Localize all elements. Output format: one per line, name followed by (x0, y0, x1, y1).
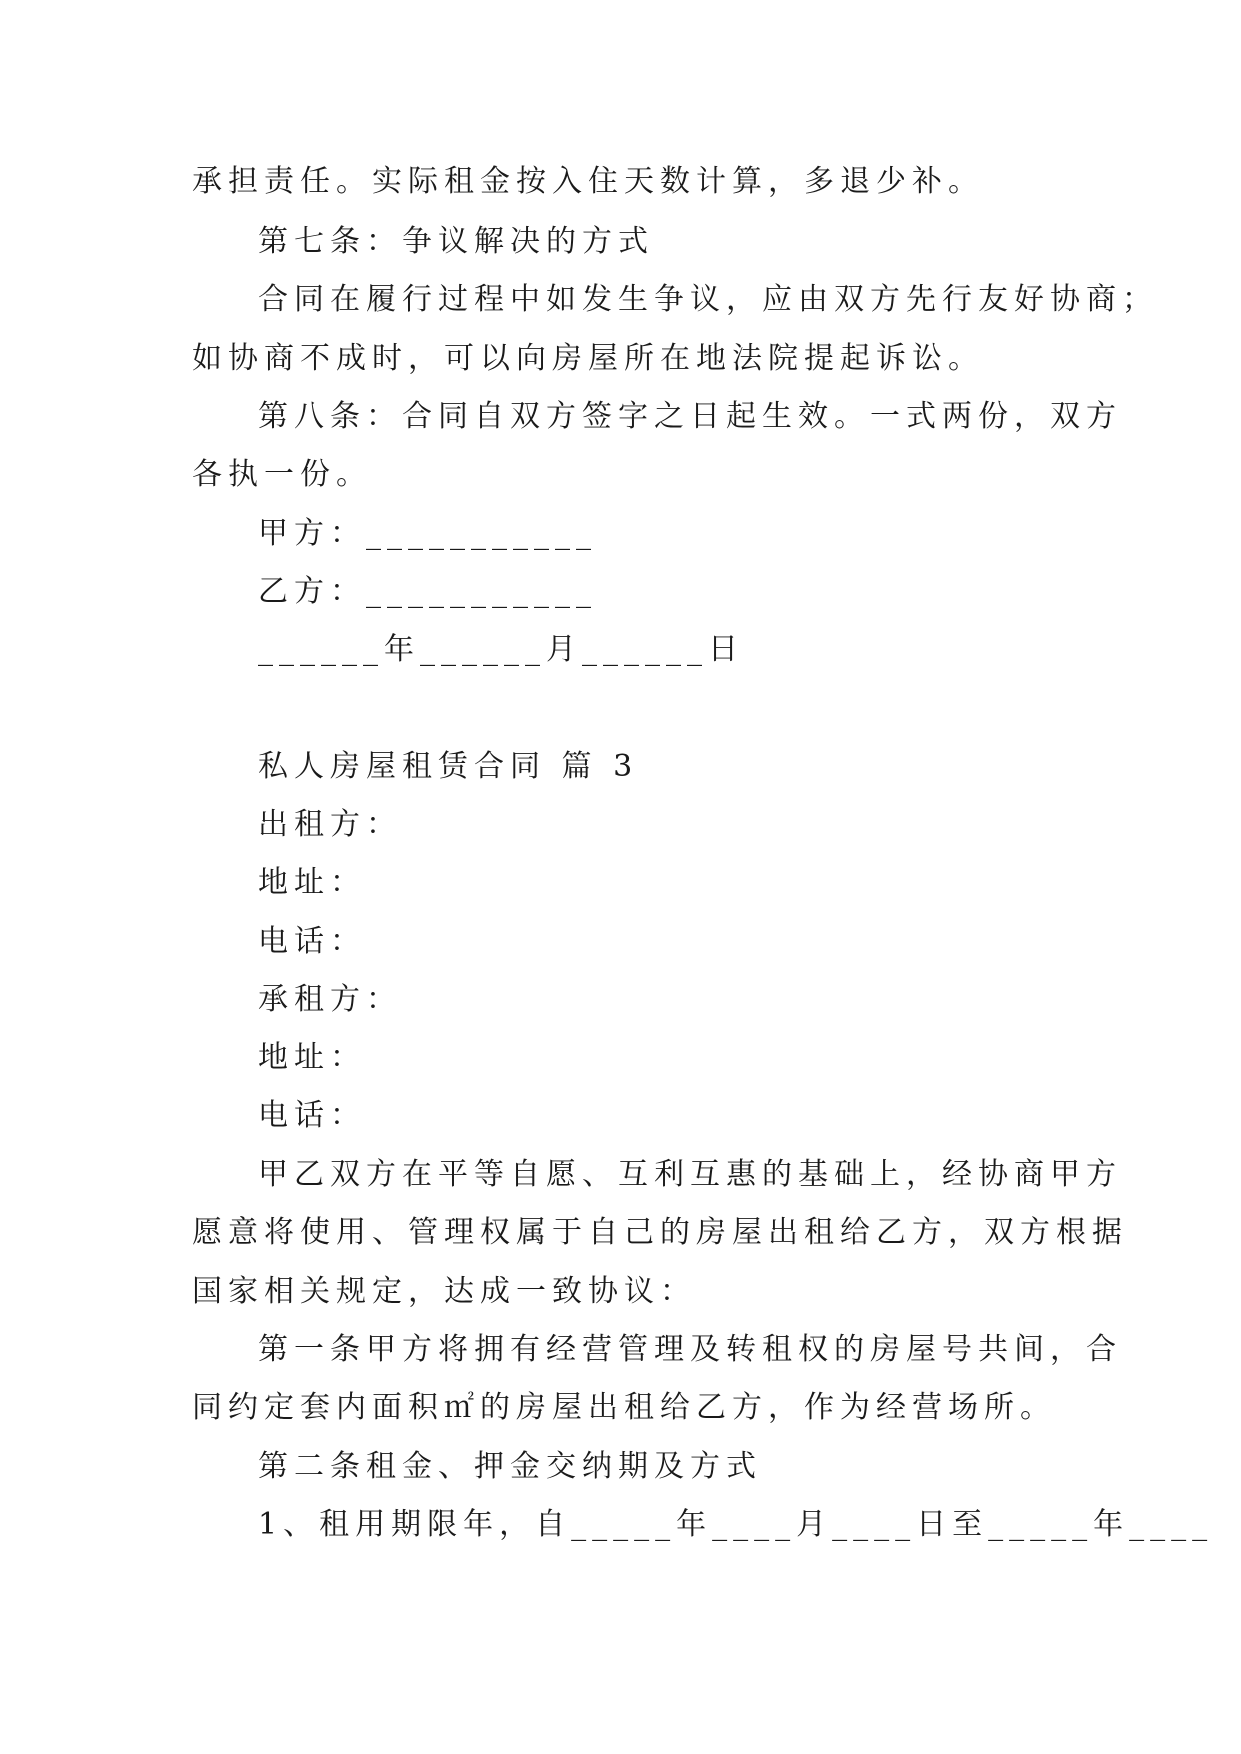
text-line: 愿意将使用、管理权属于自己的房屋出租给乙方，双方根据 (192, 1215, 1128, 1250)
text-line: 合同在履行过程中如发生争议，应由双方先行友好协商； (258, 282, 1158, 317)
text-line: 承担责任。实际租金按入住天数计算，多退少补。 (192, 164, 984, 199)
text-line: 甲乙双方在平等自愿、互利互惠的基础上，经协商甲方 (258, 1157, 1122, 1192)
date-line: ______年______月______日 (258, 632, 744, 667)
lessee-address-label: 地址： (258, 1040, 366, 1075)
signature-line-party-a: 甲方：___________ (258, 516, 597, 551)
text-line: 同约定套内面积㎡的房屋出租给乙方，作为经营场所。 (192, 1390, 1056, 1425)
contract-title: 私人房屋租赁合同 篇 3 (258, 749, 639, 784)
text-line: 如协商不成时，可以向房屋所在地法院提起诉讼。 (192, 341, 984, 376)
section-heading: 第八条：合同自双方签字之日起生效。一式两份，双方 (258, 399, 1122, 434)
article-1: 第一条甲方将拥有经营管理及转租权的房屋号共间，合 (258, 1332, 1122, 1367)
lessor-address-label: 地址： (258, 865, 366, 900)
lessee-phone-label: 电话： (258, 1098, 366, 1133)
section-heading: 第七条：争议解决的方式 (258, 224, 654, 259)
lessor-phone-label: 电话： (258, 924, 366, 959)
article-2-heading: 第二条租金、押金交纳期及方式 (258, 1449, 762, 1484)
signature-line-party-b: 乙方：___________ (258, 574, 597, 609)
lessee-label: 承租方： (258, 982, 402, 1017)
text-line: 1、租用期限年，自_____年____月____日至_____年____ (258, 1507, 1214, 1542)
text-line: 国家相关规定，达成一致协议： (192, 1274, 696, 1309)
lessor-label: 出租方： (258, 807, 402, 842)
text-line: 各执一份。 (192, 457, 372, 492)
